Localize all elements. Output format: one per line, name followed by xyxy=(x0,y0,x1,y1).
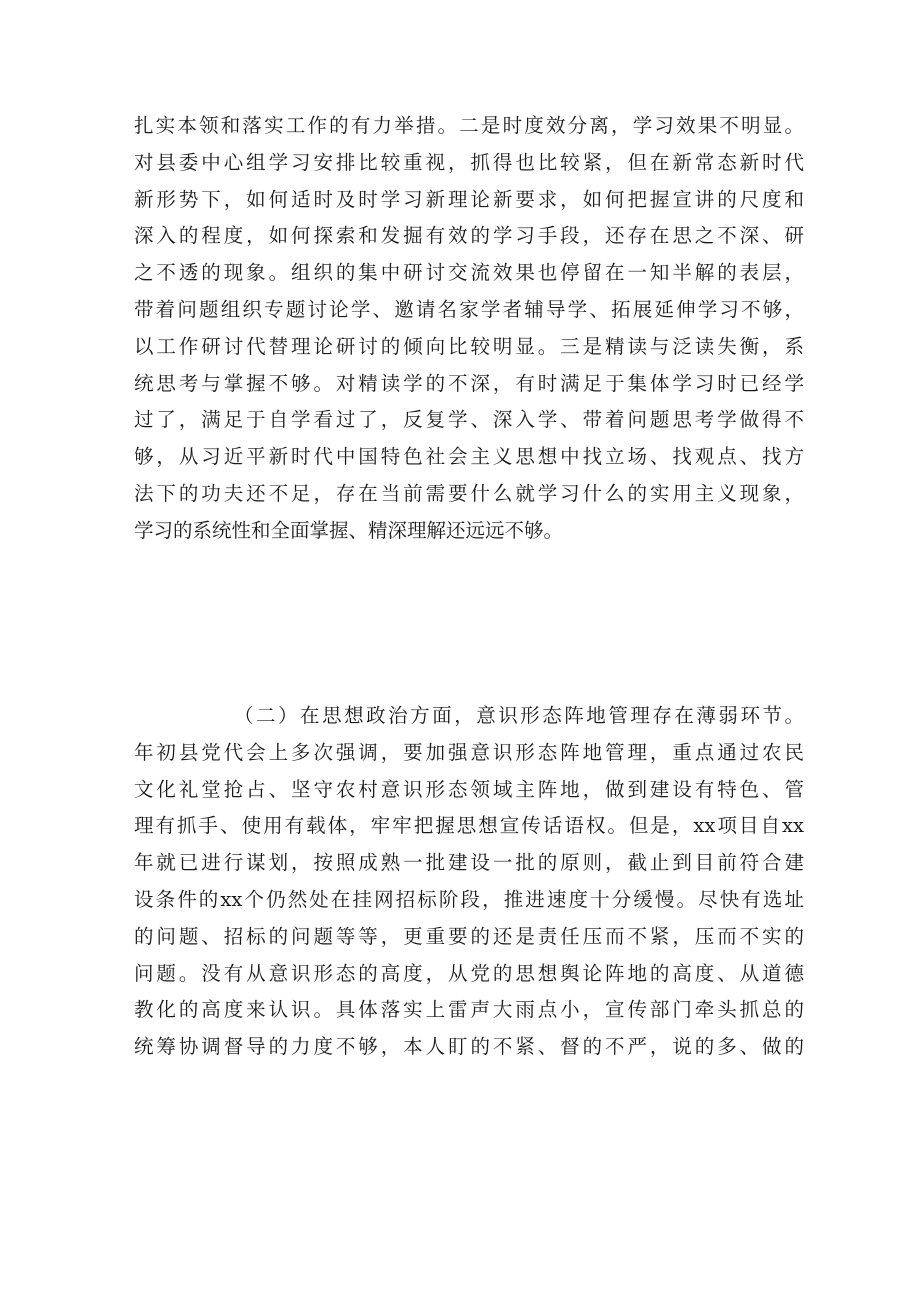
text-line: 年初县党代会上多次强调，要加强意识形态阵地管理，重点通过农民 xyxy=(134,740,804,764)
text-line: 新形势下，如何适时及时学习新理论新要求，如何把握宣讲的尺度和 xyxy=(134,187,804,211)
text-line: 统筹协调督导的力度不够，本人盯的不紧、督的不严，说的多、做的 xyxy=(134,1035,804,1059)
text-line: 问题。没有从意识形态的高度，从党的思想舆论阵地的高度、从道德 xyxy=(134,961,804,985)
text-line: 够，从习近平新时代中国特色社会主义思想中找立场、找观点、找方 xyxy=(134,445,804,469)
text-line: 过了，满足于自学看过了，反复学、深入学、带着问题思考学做得不 xyxy=(134,408,804,432)
text-line: 设条件的xx个仍然处在挂网招标阶段，推进速度十分缓慢。尽快有选址 xyxy=(134,887,804,911)
text-line: 教化的高度来认识。具体落实上雷声大雨点小，宣传部门牵头抓总的 xyxy=(134,998,804,1022)
text-line: 带着问题组织专题讨论学、邀请名家学者辅导学、拓展延伸学习不够， xyxy=(134,297,804,321)
text-line: 深入的程度，如何探索和发掘有效的学习手段，还存在思之不深、研 xyxy=(134,224,804,248)
text-line: 的问题、招标的问题等等，更重要的还是责任压而不紧，压而不实的 xyxy=(134,924,804,948)
text-line: 之不透的现象。组织的集中研讨交流效果也停留在一知半解的表层， xyxy=(134,261,804,285)
text-line: 以工作研讨代替理论研讨的倾向比较明显。三是精读与泛读失衡，系 xyxy=(134,334,804,358)
text-line: 文化礼堂抢占、坚守农村意识形态领域主阵地，做到建设有特色、管 xyxy=(134,777,804,801)
text-line: 扎实本领和落实工作的有力举措。二是时度效分离，学习效果不明显。 xyxy=(134,114,804,137)
text-line: 法下的功夫还不足，存在当前需要什么就学习什么的实用主义现象， xyxy=(134,481,804,505)
section-heading-line: （二）在思想政治方面，意识形态阵地管理存在薄弱环节。 xyxy=(234,704,804,727)
text-line: 学习的系统性和全面掌握、精深理解还远远不够。 xyxy=(134,518,564,542)
text-line: 理有抓手、使用有载体，牢牢把握思想宣传话语权。但是，xx项目自xx xyxy=(134,814,804,838)
text-line: 年就已进行谋划，按照成熟一批建设一批的原则，截止到目前符合建 xyxy=(134,851,804,875)
paragraph-study-issues xyxy=(134,108,804,550)
text-line: 对县委中心组学习安排比较重视，抓得也比较紧，但在新常态新时代 xyxy=(134,150,804,174)
text-line: 统思考与掌握不够。对精读学的不深，有时满足于集体学习时已经学 xyxy=(134,371,804,395)
paragraph-ideology-issues xyxy=(134,698,804,1066)
